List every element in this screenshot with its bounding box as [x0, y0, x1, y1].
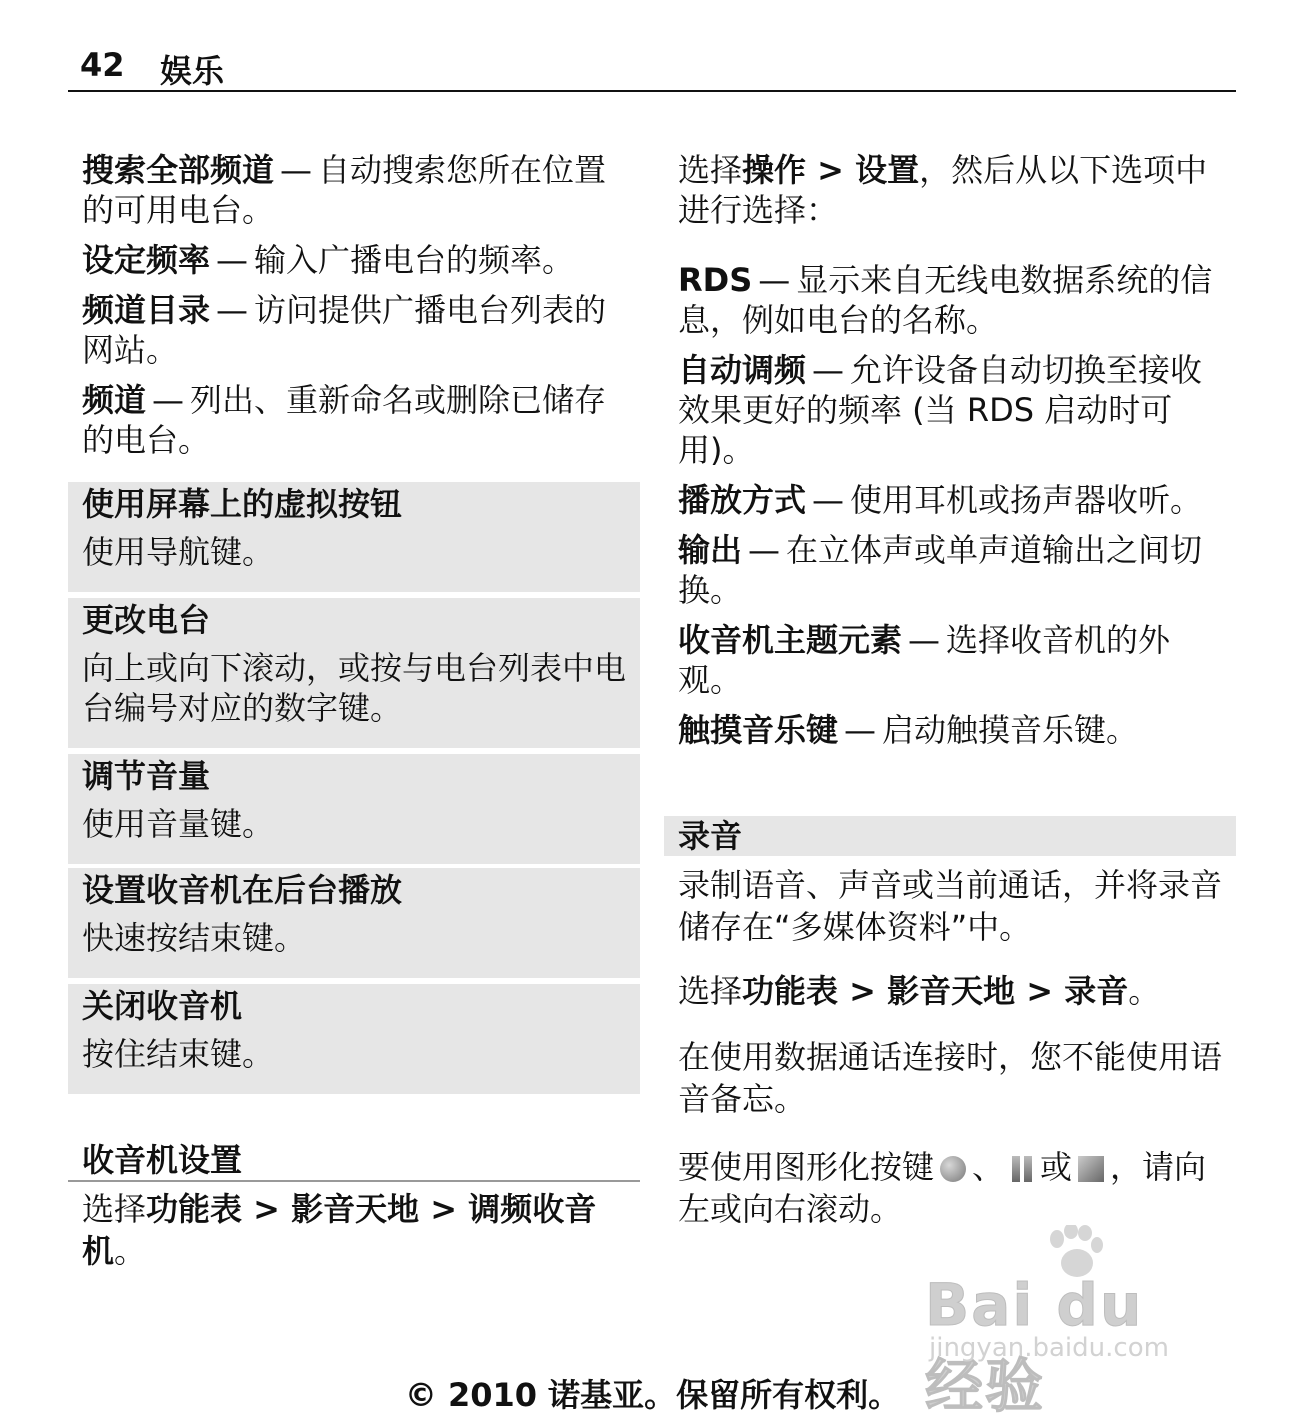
tip-box-background-play [68, 868, 640, 978]
menu-path-item: 设置 [855, 151, 920, 189]
left-column-entries [82, 150, 632, 470]
text: 或 [1040, 1148, 1073, 1186]
tip-title: 使用屏幕上的虚拟按钮 [82, 485, 403, 523]
tip-desc: 使用导航键。 [82, 533, 275, 571]
em-dash: — [812, 481, 845, 519]
entry-radio-theme [678, 620, 1228, 700]
entry-output [678, 530, 1228, 610]
watermark-brand: Bai du 经验 [925, 1271, 1144, 1420]
section-heading: 收音机设置 [82, 1141, 243, 1179]
pause-icon [1010, 1156, 1034, 1182]
punct: 、 [972, 1148, 1005, 1186]
em-dash: — [152, 381, 185, 419]
menu-path-item: 操作 [742, 151, 807, 189]
path-prefix: 选择 [82, 1190, 147, 1228]
entry-term: RDS [678, 261, 753, 299]
entry-set-frequency [82, 240, 632, 280]
entry-channels [82, 380, 632, 460]
entry-term: 频道目录 [82, 291, 211, 329]
entry-rds [678, 260, 1228, 340]
section-heading: 录音 [678, 817, 743, 855]
recording-paragraph-3: 在使用数据通话连接时，您不能使用语音备忘。 [678, 1038, 1223, 1118]
path-prefix: 选择 [678, 151, 743, 189]
tip-desc: 快速按结束键。 [82, 919, 307, 957]
text: 要使用图形化按键 [678, 1148, 935, 1186]
entry-channel-directory [82, 290, 632, 370]
entry-term: 收音机主题元素 [678, 621, 903, 659]
entry-desc: 列出、重新命名或删除已储存的电台。 [82, 381, 607, 459]
path-separator: > [1015, 972, 1065, 1010]
section-title: 娱乐 [160, 52, 225, 90]
text: ，请向左或向右滚动。 [678, 1148, 1207, 1228]
tip-desc: 按住结束键。 [82, 1035, 275, 1073]
menu-path-item: 影音天地 [291, 1190, 420, 1228]
em-dash: — [758, 261, 791, 299]
entry-term: 设定频率 [82, 241, 211, 279]
tip-title: 调节音量 [82, 757, 211, 795]
watermark-url: jingyan.baidu.com [929, 1333, 1169, 1363]
em-dash: — [908, 621, 941, 659]
entry-desc: 访问提供广播电台列表的网站。 [82, 291, 607, 369]
path-suffix: 。 [1128, 972, 1161, 1010]
recording-paragraph-4 [678, 1146, 1228, 1230]
entry-desc: 选择收音机的外观。 [678, 621, 1171, 699]
menu-path-item: 调频收音机 [82, 1190, 597, 1270]
path-suffix: 。 [114, 1232, 147, 1270]
menu-path-item: 影音天地 [887, 972, 1016, 1010]
entry-term: 自动调频 [678, 351, 807, 389]
record-icon [940, 1156, 966, 1182]
entry-term: 搜索全部频道 [82, 151, 275, 189]
entry-desc: 使用耳机或扬声器收听。 [850, 481, 1203, 519]
tip-box-virtual-buttons [68, 482, 640, 592]
menu-path-item: 功能表 [742, 972, 839, 1010]
path-separator: > [419, 1190, 469, 1228]
baidu-watermark [925, 1225, 1225, 1420]
em-dash: — [748, 531, 781, 569]
em-dash: — [280, 151, 313, 189]
em-dash: — [812, 351, 845, 389]
entry-play-mode [678, 480, 1228, 520]
right-column-entries [678, 150, 1228, 760]
intro-rest: ，然后从以下选项中进行选择： [678, 151, 1208, 229]
menu-path-item: 功能表 [146, 1190, 243, 1228]
em-dash: — [216, 241, 249, 279]
entry-desc: 启动触摸音乐键。 [882, 711, 1139, 749]
em-dash: — [216, 291, 249, 329]
copyright-footer: © 2010 诺基亚。保留所有权利。 [404, 1376, 901, 1414]
tip-title: 更改电台 [82, 601, 211, 639]
entry-term: 输出 [678, 531, 743, 569]
page-header [68, 44, 1236, 92]
stop-icon [1078, 1156, 1104, 1182]
entry-term: 触摸音乐键 [678, 711, 839, 749]
path-separator: > [242, 1190, 292, 1228]
tip-desc: 使用音量键。 [82, 805, 275, 843]
tip-title: 关闭收音机 [82, 987, 243, 1025]
entry-auto-tune [678, 350, 1228, 470]
tip-box-close-radio [68, 984, 640, 1094]
tip-title: 设置收音机在后台播放 [82, 871, 403, 909]
recording-paragraph-1: 录制语音、声音或当前通话，并将录音储存在“多媒体资料”中。 [678, 866, 1223, 946]
entry-desc: 显示来自无线电数据系统的信息，例如电台的名称。 [678, 261, 1213, 339]
page-number: 42 [80, 46, 125, 84]
entry-term: 频道 [82, 381, 147, 419]
settings-intro [678, 150, 1228, 230]
entry-desc: 允许设备自动切换至接收效果更好的频率 (当 RDS 启动时可用)。 [678, 351, 1203, 469]
path-separator: > [806, 151, 856, 189]
radio-settings-heading [68, 1140, 640, 1182]
em-dash: — [844, 711, 877, 749]
path-separator: > [838, 972, 888, 1010]
entry-search-all [82, 150, 632, 230]
radio-settings-path [82, 1188, 637, 1272]
entry-term: 播放方式 [678, 481, 807, 519]
menu-path-item: 录音 [1064, 972, 1129, 1010]
path-prefix: 选择 [678, 972, 743, 1010]
entry-desc: 在立体声或单声道输出之间切换。 [678, 531, 1203, 609]
entry-desc: 自动搜索您所在位置的可用电台。 [82, 151, 607, 229]
entry-desc: 输入广播电台的频率。 [254, 241, 575, 279]
tip-desc: 向上或向下滚动，或按与电台列表中电台编号对应的数字键。 [82, 649, 627, 727]
recording-heading [664, 816, 1236, 856]
tip-box-change-station [68, 598, 640, 748]
tip-box-volume [68, 754, 640, 864]
entry-touch-music-key [678, 710, 1228, 750]
recording-path [678, 970, 1228, 1012]
